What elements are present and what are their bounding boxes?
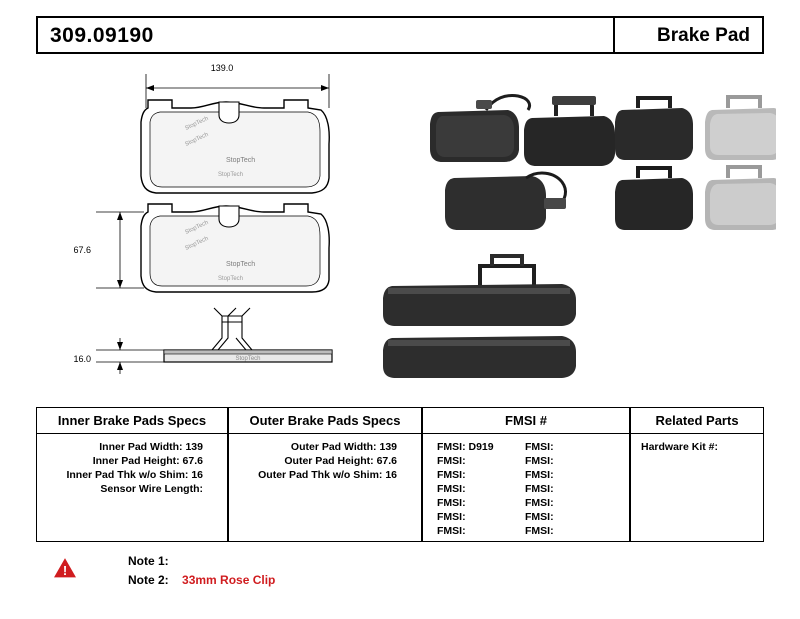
svg-text:StopTech: StopTech — [184, 115, 210, 132]
fmsi-row — [423, 468, 629, 482]
outer-pad-thickness: Outer Pad Thk w/o Shim: 16 — [258, 469, 397, 481]
fmsi-row — [423, 510, 629, 524]
fmsi-left: FMSI: — [437, 525, 466, 537]
fmsi-left: FMSI: — [437, 469, 466, 481]
svg-text:StopTech: StopTech — [184, 131, 210, 148]
note-1-label: Note 1: — [128, 554, 169, 568]
table-related-parts — [630, 407, 764, 542]
svg-text:StopTech: StopTech — [226, 157, 256, 164]
fmsi-left: FMSI: D919 — [437, 441, 494, 453]
fmsi-right: FMSI: — [525, 455, 554, 467]
svg-text:StopTech: StopTech — [218, 172, 244, 178]
svg-text:StopTech: StopTech — [184, 219, 210, 236]
fmsi-row — [423, 524, 629, 538]
table-outer-specs — [228, 407, 422, 542]
drawing-area — [36, 60, 764, 390]
note-2-label: Note 2: — [128, 573, 169, 587]
fmsi-row — [423, 482, 629, 496]
inner-pad-width: Inner Pad Width: 139 — [99, 441, 203, 453]
fmsi-right: FMSI: — [525, 511, 554, 523]
inner-pad-thickness: Inner Pad Thk w/o Shim: 16 — [66, 469, 203, 481]
photo-pad-set-b — [524, 96, 615, 166]
table-fmsi — [422, 407, 630, 542]
photo-pad-grid — [615, 97, 776, 230]
note-1 — [36, 552, 436, 571]
note-2 — [36, 571, 436, 590]
fmsi-left: FMSI: — [437, 483, 466, 495]
photo-pad-set-a — [430, 96, 530, 162]
fmsi-right: FMSI: — [525, 525, 554, 537]
technical-drawings — [36, 60, 406, 390]
table-inner-specs — [36, 407, 228, 542]
svg-text:!: ! — [62, 563, 68, 578]
dimension-height-label: 67.6 — [73, 245, 91, 255]
fmsi-left: FMSI: — [437, 455, 466, 467]
table-related-header: Related Parts — [631, 408, 763, 434]
note-2-value: 33mm Rose Clip — [182, 573, 276, 587]
fmsi-right: FMSI: — [525, 441, 554, 453]
fmsi-right: FMSI: — [525, 497, 554, 509]
fmsi-right: FMSI: — [525, 483, 554, 495]
page-title: Brake Pad — [657, 25, 750, 46]
svg-text:StopTech: StopTech — [218, 276, 244, 282]
header-divider — [613, 18, 615, 52]
table-outer-header: Outer Brake Pads Specs — [229, 408, 421, 434]
dimension-width-label: 139.0 — [210, 63, 234, 73]
photo-pad-set-c — [445, 173, 566, 230]
fmsi-row — [423, 440, 629, 454]
svg-text:StopTech: StopTech — [184, 235, 210, 252]
clip-drawing — [212, 308, 252, 350]
svg-text:StopTech: StopTech — [235, 356, 261, 362]
fmsi-left: FMSI: — [437, 511, 466, 523]
fmsi-row — [423, 496, 629, 510]
inner-pad-height: Inner Pad Height: 67.6 — [92, 455, 203, 467]
part-number: 309.09190 — [50, 24, 154, 47]
outer-pad-width: Outer Pad Width: 139 — [290, 441, 397, 453]
hardware-kit: Hardware Kit #: — [641, 441, 719, 453]
pad-drawing-outer — [141, 204, 329, 292]
table-inner-header: Inner Brake Pads Specs — [37, 408, 227, 434]
photo-pad-pair-lower — [383, 256, 576, 378]
header-bar — [36, 16, 764, 54]
notes-block — [36, 552, 436, 590]
spec-tables — [36, 407, 764, 542]
fmsi-row — [423, 454, 629, 468]
dimension-thickness-label: 16.0 — [73, 354, 91, 364]
table-fmsi-header: FMSI # — [423, 408, 629, 434]
product-photos — [376, 70, 776, 400]
outer-pad-height: Outer Pad Height: 67.6 — [284, 455, 397, 467]
pad-drawing-inner — [141, 100, 329, 193]
svg-text:StopTech: StopTech — [226, 261, 256, 268]
pad-side-profile — [164, 350, 332, 362]
fmsi-right: FMSI: — [525, 469, 554, 481]
sensor-wire-length: Sensor Wire Length: — [100, 483, 203, 495]
fmsi-left: FMSI: — [437, 497, 466, 509]
